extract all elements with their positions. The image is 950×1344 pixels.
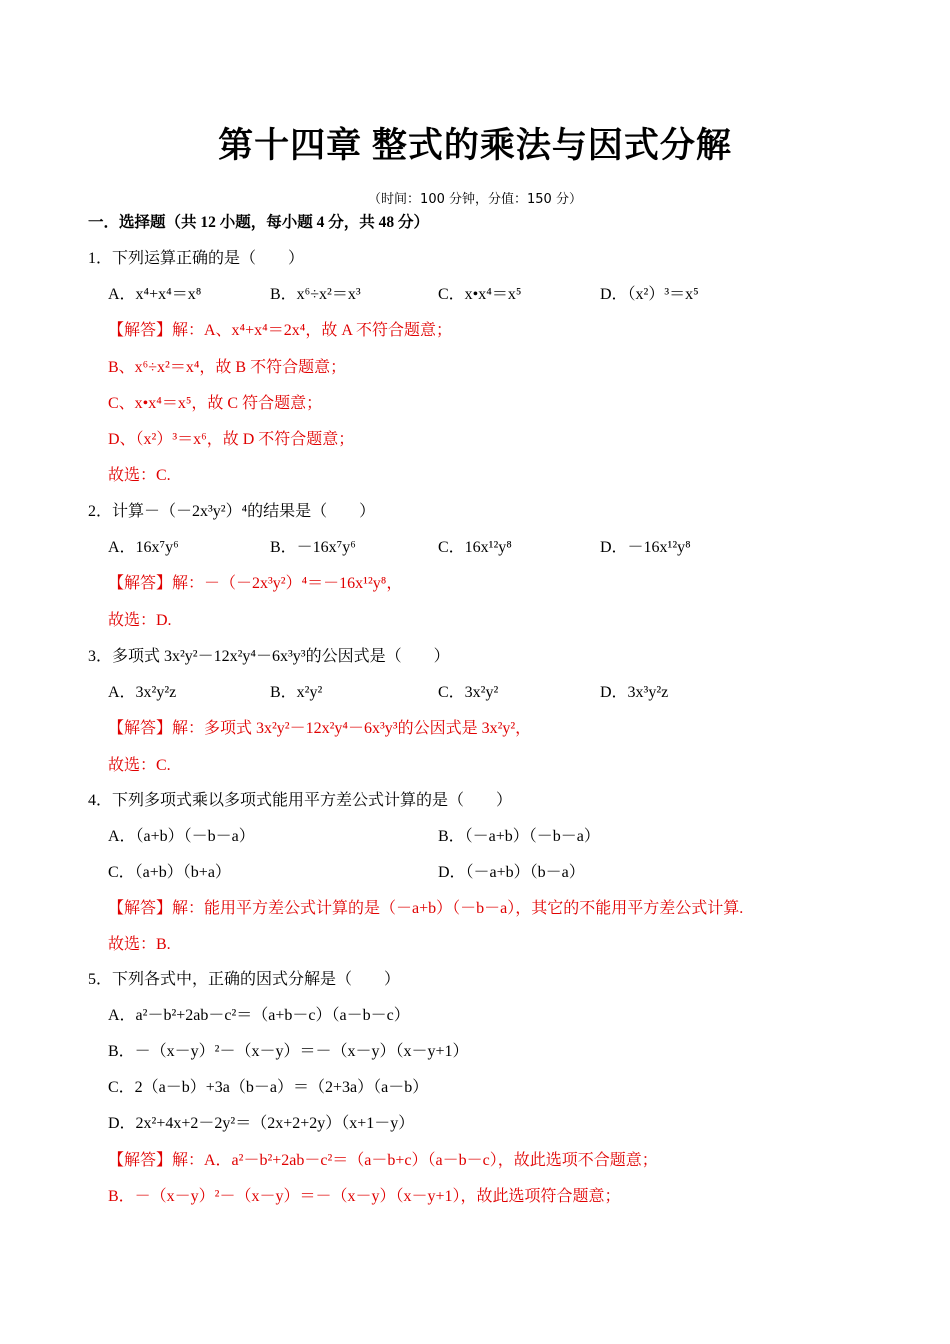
q2-answer-line: 【解答】解：－（－2x³y²）⁴＝－16x¹²y⁸，	[108, 575, 403, 592]
page-title: 第十四章 整式的乘法与因式分解	[218, 126, 732, 165]
q5-option-a: A．a²－b²+2ab－c²＝（a+b－c）（a－b－c）	[108, 1007, 410, 1024]
q2-option-c: C．16x¹²y⁸	[438, 539, 512, 556]
q3-answer-line: 【解答】解：多项式 3x²y²－12x²y⁴－6x³y³的公因式是 3x²y²，	[108, 720, 532, 737]
q4-answer-choice: 故选：B.	[108, 936, 171, 953]
q4-option-b: B．（－a+b）（－b－a）	[438, 828, 600, 845]
q1-answer-line: C、x•x⁴＝x⁵，故 C 符合题意；	[108, 395, 323, 412]
q5-answer-line: 【解答】解：A．a²－b²+2ab－c²＝（a－b+c）（a－b－c），故此选项不合题意；	[108, 1152, 658, 1169]
q4-option-c: C．（a+b）（b+a）	[108, 864, 231, 881]
q1-answer-choice: 故选：C.	[108, 467, 171, 484]
question-1-options	[108, 285, 699, 305]
q2-option-b: B．－16x⁷y⁶	[270, 539, 356, 556]
question-1-stem: 1．下列运算正确的是（ ）	[88, 250, 305, 267]
q1-answer-line: 【解答】解：A、x⁴+x⁴＝2x⁴，故 A 不符合题意；	[108, 322, 452, 339]
q2-option-d: D．－16x¹²y⁸	[600, 539, 691, 556]
q3-option-a: A．3x²y²z	[108, 684, 177, 701]
q3-answer-choice: 故选：C.	[108, 757, 171, 774]
question-4-options-row1	[108, 827, 600, 847]
q5-option-b: B．－（x－y）²－（x－y）＝－（x－y）（x－y+1）	[108, 1043, 469, 1060]
q4-answer-line: 【解答】解：能用平方差公式计算的是（－a+b）（－b－a），其它的不能用平方差公式计算.	[108, 900, 744, 917]
q3-option-b: B．x²y²	[270, 684, 323, 701]
q1-option-b: B．x⁶÷x²＝x³	[270, 286, 361, 303]
question-3-stem: 3．多项式 3x²y²－12x²y⁴－6x³y³的公因式是（ ）	[88, 648, 450, 665]
q1-answer-line: D、（x²）³＝x⁶，故 D 不符合题意；	[108, 431, 355, 448]
section-heading: 一．选择题（共 12 小题，每小题 4 分，共 48 分）	[88, 214, 430, 231]
q4-option-d: D．（－a+b）（b－a）	[438, 864, 585, 881]
q4-option-a: A．（a+b）（－b－a）	[108, 828, 255, 845]
q1-option-d: D．（x²）³＝x⁵	[600, 286, 699, 303]
question-4-stem: 4．下列多项式乘以多项式能用平方差公式计算的是（ ）	[88, 792, 513, 809]
q2-answer-choice: 故选：D.	[108, 612, 172, 629]
q5-answer-line: B．－（x－y）²－（x－y）＝－（x－y）（x－y+1），故此选项符合题意；	[108, 1188, 621, 1205]
q1-option-c: C．x•x⁴＝x⁵	[438, 286, 522, 303]
question-3-options	[108, 683, 668, 703]
q2-option-a: A．16x⁷y⁶	[108, 539, 179, 556]
q1-option-a: A．x⁴+x⁴＝x⁸	[108, 286, 202, 303]
question-2-options	[108, 538, 691, 558]
q3-option-c: C．3x²y²	[438, 684, 499, 701]
question-2-stem: 2．计算－（－2x³y²）⁴的结果是（ ）	[88, 503, 376, 520]
question-5-stem: 5．下列各式中，正确的因式分解是（ ）	[88, 971, 401, 988]
q5-option-d: D．2x²+4x+2－2y²＝（2x+2+2y）（x+1－y）	[108, 1115, 415, 1132]
q3-option-d: D．3x³y²z	[600, 684, 669, 701]
exam-meta: （时间：100 分钟，分值：150 分）	[368, 192, 582, 207]
q5-option-c: C．2（a－b）+3a（b－a）＝（2+3a）（a－b）	[108, 1079, 429, 1096]
q1-answer-line: B、x⁶÷x²＝x⁴，故 B 不符合题意；	[108, 359, 347, 376]
question-4-options-row2	[108, 863, 585, 883]
